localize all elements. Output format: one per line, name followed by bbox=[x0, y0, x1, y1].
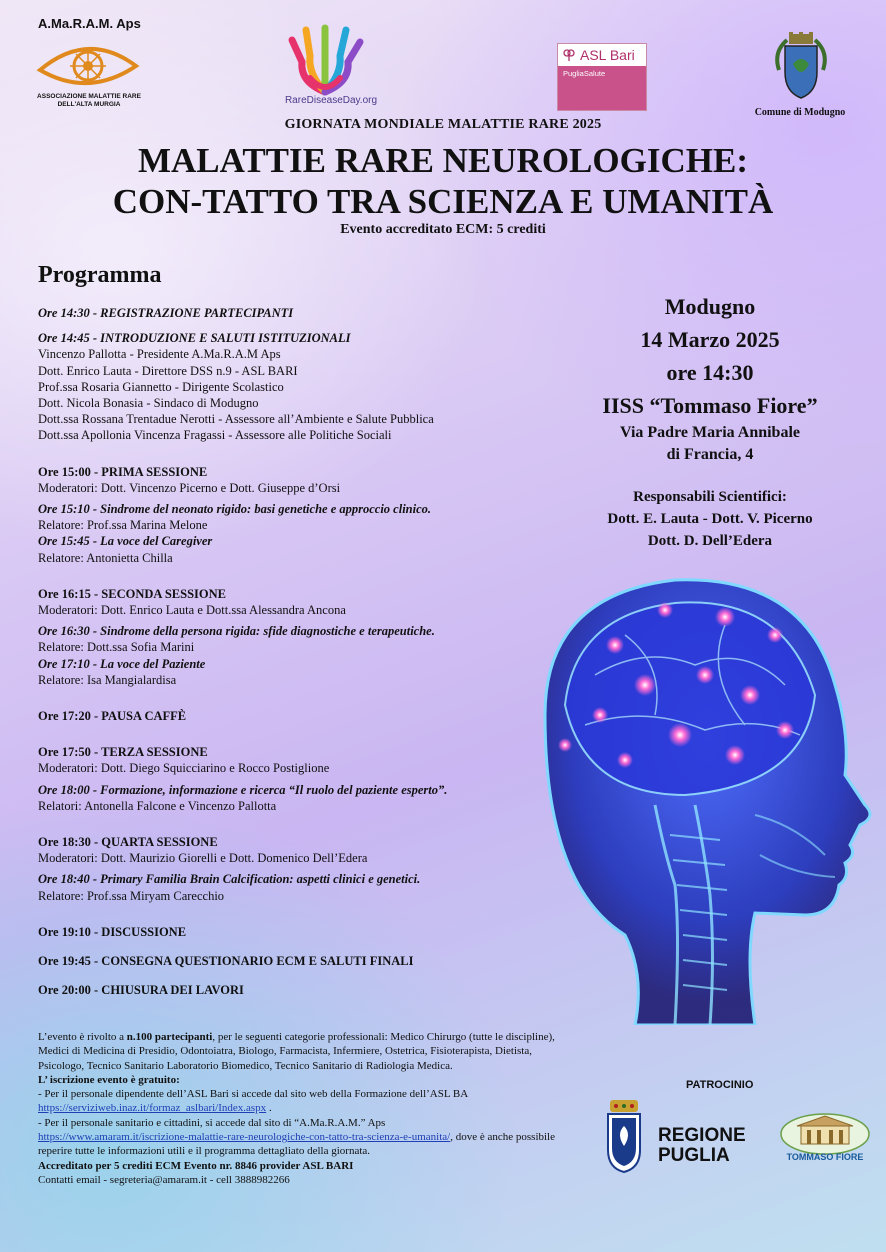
registration-heading: L’ iscrizione evento è gratuito: bbox=[38, 1073, 180, 1086]
session-title: Ore 15:00 - PRIMA SESSIONE bbox=[38, 464, 208, 479]
speaker-line: Relatore: Prof.ssa Miryam Carecchio bbox=[38, 888, 225, 903]
event-address-line1: Via Padre Maria Annibale bbox=[620, 424, 800, 441]
speaker-line: Relatore: Prof.ssa Marina Melone bbox=[38, 518, 208, 533]
event-address-line2: di Francia, 4 bbox=[666, 446, 754, 463]
speaker-line: Dott.ssa Apollonia Vincenza Fragassi - Assessore alle Politiche Sociali bbox=[38, 428, 392, 443]
rare-disease-day-logo-icon bbox=[280, 22, 370, 100]
modugno-crest-icon bbox=[771, 30, 831, 102]
schedule-item: Ore 14:45 - INTRODUZIONE E SALUTI ISTITUZIONALI bbox=[38, 331, 351, 346]
audience-count: n.100 partecipanti bbox=[126, 1031, 213, 1043]
talk-title: Ore 15:10 - Sindrome del neonato rigido: basi genetiche e approccio clinico. bbox=[38, 502, 432, 517]
session-title: Ore 18:30 - QUARTA SESSIONE bbox=[38, 835, 218, 850]
regione-puglia-crest-icon bbox=[604, 1098, 644, 1174]
asl-flower-icon bbox=[562, 48, 576, 62]
registration-info bbox=[38, 1030, 568, 1187]
asl-registration-line: - Per il personale dipendente dell’ASL Bari si accede dal sito web della Formazione dell’ASL BA bbox=[38, 1088, 469, 1101]
regione-puglia-label bbox=[658, 1126, 746, 1166]
brain-head-illustration-icon bbox=[505, 555, 886, 1025]
schedule-item: Ore 20:00 - CHIUSURA DEI LAVORI bbox=[38, 983, 244, 998]
asl-registration-link[interactable]: https://serviziweb.inaz.it/formaz_aslbari/Index.aspx bbox=[38, 1102, 267, 1115]
schedule-item: Ore 19:10 - DISCUSSIONE bbox=[38, 924, 187, 939]
regione-line1: REGIONE bbox=[658, 1125, 746, 1146]
audience-text-a: L’evento è rivolto a bbox=[38, 1031, 127, 1043]
event-details bbox=[540, 290, 880, 552]
speaker-line: Relatore: Isa Mangialardisa bbox=[38, 672, 177, 687]
speaker-line: Relatore: Antonietta Chilla bbox=[38, 550, 173, 565]
amaram-name: A.Ma.R.A.M. Aps bbox=[38, 16, 141, 31]
moderators-line: Moderatori: Dott. Maurizio Giorelli e Dott. Domenico Dell’Edera bbox=[38, 851, 368, 866]
talk-title: Ore 15:45 - La voce del Caregiver bbox=[38, 534, 213, 549]
tommaso-fiore-label: TOMMASO FIORE bbox=[786, 1152, 864, 1162]
event-venue: IISS “Tommaso Fiore” bbox=[602, 393, 818, 418]
moderators-line: Moderatori: Dott. Diego Squicciarino e Rocco Postiglione bbox=[38, 761, 330, 776]
amaram-registration-line: - Per il personale sanitario e cittadini, si accede dal sito di “A.Ma.R.A.M.” Aps bbox=[38, 1116, 386, 1129]
moderators-line: Moderatori: Dott. Enrico Lauta e Dott.ssa Alessandra Ancona bbox=[38, 603, 346, 618]
event-city: Modugno bbox=[664, 294, 756, 319]
moderators-line: Moderatori: Dott. Vincenzo Picerno e Dott. Giuseppe d’Orsi bbox=[38, 480, 341, 495]
schedule-item: Ore 19:45 - CONSEGNA QUESTIONARIO ECM E SALUTI FINALI bbox=[38, 954, 414, 969]
audience-text-c: , per le seguenti categorie professionali: Medico Chirurgo (tutte le discipline), Medici di Medicina di Presidio, Odontoiatra, Biologo, Farmacista, Infermiere, Ostetrica, Fisioterapista, Dietista, Psicologo, Tecnico Sanitario Laboratorio Biomedico, Tecnico Sanitario di Radiologia Medica. bbox=[38, 1031, 555, 1072]
event-date: 14 Marzo 2025 bbox=[640, 327, 780, 352]
scientific-heads-line2: Dott. D. Dell’Edera bbox=[647, 533, 773, 549]
talk-title: Ore 18:00 - Formazione, informazione e ricerca “Il ruolo del paziente esperto”. bbox=[38, 782, 448, 797]
ecm-credits: Evento accreditato ECM: 5 crediti bbox=[340, 222, 546, 237]
speaker-line: Dott. Nicola Bonasia - Sindaco di Modugno bbox=[38, 396, 259, 411]
session-title: Ore 17:50 - TERZA SESSIONE bbox=[38, 745, 208, 760]
asl-link-tail: . bbox=[266, 1102, 272, 1115]
talk-title: Ore 17:10 - La voce del Paziente bbox=[38, 656, 206, 671]
rare-disease-day-caption: RareDiseaseDay.org bbox=[284, 95, 378, 106]
program-heading: Programma bbox=[38, 262, 162, 288]
contacts: Contatti email - segreteria@amaram.it - cell 3888982266 bbox=[38, 1173, 290, 1186]
session-title: Ore 16:15 - SECONDA SESSIONE bbox=[38, 586, 226, 601]
speaker-line: Relatore: Dott.ssa Sofia Marini bbox=[38, 640, 195, 655]
scientific-heads-line1: Dott. E. Lauta - Dott. V. Picerno bbox=[607, 511, 813, 527]
break-item: Ore 17:20 - PAUSA CAFFÈ bbox=[38, 709, 187, 724]
main-title-line2: CON-TATTO TRA SCIENZA E UMANITÀ bbox=[112, 182, 774, 221]
scientific-heads-heading: Responsabili Scientifici: bbox=[633, 489, 787, 505]
program-schedule bbox=[38, 305, 558, 1012]
amaram-logo-icon bbox=[36, 36, 140, 96]
asl-bari-logo bbox=[557, 43, 647, 111]
amaram-registration-link[interactable]: https://www.amaram.it/iscrizione-malattie-rare-neurologiche-con-tatto-tra-scienza-e-umanita/ bbox=[38, 1131, 451, 1144]
asl-bari-title: ASL Bari bbox=[580, 47, 635, 63]
event-time: ore 14:30 bbox=[666, 360, 754, 385]
asl-bari-subtitle: PugliaSalute bbox=[558, 66, 646, 110]
amaram-link-tail: , dove è anche possibile reperire tutte le informazioni utili e il programma dettagliato della giornata. bbox=[38, 1131, 555, 1158]
speaker-line: Prof.ssa Rosaria Giannetto - Dirigente Scolastico bbox=[38, 379, 284, 394]
patronage-label: PATROCINIO bbox=[686, 1079, 754, 1091]
event-subtitle: GIORNATA MONDIALE MALATTIE RARE 2025 bbox=[284, 117, 602, 132]
regione-line2: PUGLIA bbox=[658, 1145, 730, 1166]
schedule-item: Ore 14:30 - REGISTRAZIONE PARTECIPANTI bbox=[38, 306, 294, 320]
speaker-line: Dott. Enrico Lauta - Direttore DSS n.9 - ASL BARI bbox=[38, 363, 298, 378]
speaker-line: Vincenzo Pallotta - Presidente A.Ma.R.A.M Aps bbox=[38, 347, 281, 362]
talk-title: Ore 18:40 - Primary Familia Brain Calcification: aspetti clinici e genetici. bbox=[38, 872, 421, 887]
speaker-line: Dott.ssa Rossana Trentadue Nerotti - Assessore all’Ambiente e Salute Pubblica bbox=[38, 412, 434, 427]
target-audience bbox=[38, 1030, 568, 1073]
amaram-caption: ASSOCIAZIONE MALATTIE RARE DELL'ALTA MURGIA bbox=[37, 93, 141, 108]
ecm-accreditation: Accreditato per 5 crediti ECM Evento nr. 8846 provider ASL BARI bbox=[38, 1159, 354, 1172]
speaker-line: Relatori: Antonella Falcone e Vincenzo Pallotta bbox=[38, 798, 277, 813]
main-title-line1: MALATTIE RARE NEUROLOGICHE: bbox=[138, 141, 748, 180]
talk-title: Ore 16:30 - Sindrome della persona rigida: sfide diagnostiche e terapeutiche. bbox=[38, 624, 435, 639]
modugno-caption: Comune di Modugno bbox=[754, 107, 846, 118]
